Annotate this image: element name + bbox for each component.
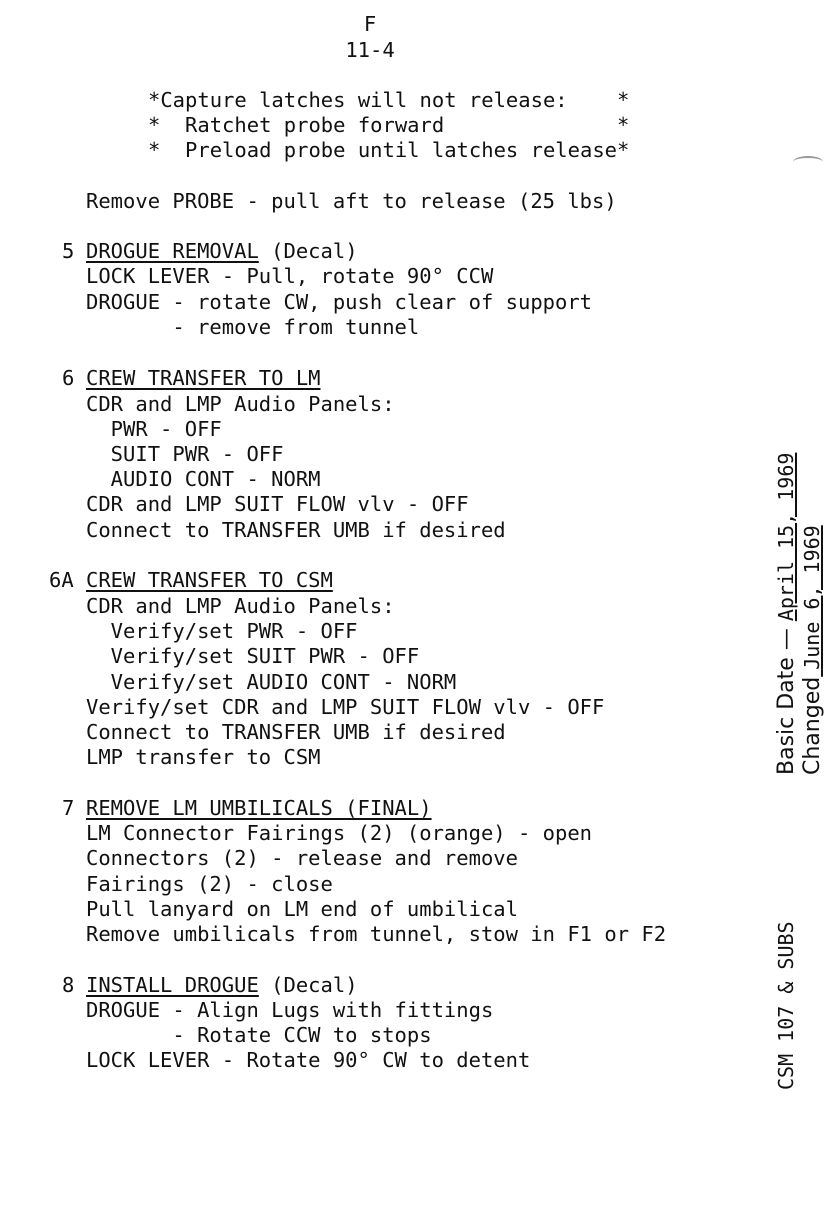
step-line: Verify/set AUDIO CONT - NORM xyxy=(86,670,457,694)
changed-value: June 6, 1969 xyxy=(800,525,824,670)
section-number: 5 xyxy=(62,239,75,263)
step-line: - Rotate CCW to stops xyxy=(86,1023,432,1047)
section-title: INSTALL DROGUE xyxy=(86,973,259,997)
section-heading xyxy=(86,796,432,821)
capture-note-line: * Preload probe until latches release* xyxy=(148,138,630,162)
section-heading xyxy=(86,973,358,998)
step-line: SUIT PWR - OFF xyxy=(86,442,284,466)
step-line: LOCK LEVER - Pull, rotate 90° CCW xyxy=(86,264,494,288)
step-line: DROGUE - Align Lugs with fittings xyxy=(86,998,494,1022)
section-number: 6A xyxy=(49,568,74,592)
section-title: CREW TRANSFER TO LM xyxy=(86,366,321,390)
step-line: LMP transfer to CSM xyxy=(86,745,321,769)
section-heading xyxy=(86,568,333,593)
page-edge-mark xyxy=(793,156,823,168)
section-heading xyxy=(86,366,321,391)
section-letter: F xyxy=(363,12,377,36)
step-line: Verify/set PWR - OFF xyxy=(86,619,358,643)
section-number: 8 xyxy=(62,973,75,997)
section-number: 7 xyxy=(62,796,75,820)
step-line: Remove umbilicals from tunnel, stow in F1 or F2 xyxy=(86,922,667,946)
step-line: - remove from tunnel xyxy=(86,315,420,339)
section-heading xyxy=(86,239,358,264)
step-line: LM Connector Fairings (2) (orange) - open xyxy=(86,821,593,845)
step-line: Pull lanyard on LM end of umbilical xyxy=(86,897,518,921)
remove-probe-step: Remove PROBE - pull aft to release (25 lbs) xyxy=(86,189,617,213)
section-title: REMOVE LM UMBILICALS (FINAL) xyxy=(86,796,432,820)
step-line: Connect to TRANSFER UMB if desired xyxy=(86,720,506,744)
changed-label: Changed xyxy=(800,676,825,775)
capture-note-line: * Ratchet probe forward * xyxy=(148,113,630,137)
step-line: LOCK LEVER - Rotate 90° CW to detent xyxy=(86,1048,531,1072)
step-line: Connectors (2) - release and remove xyxy=(86,846,518,870)
step-line: CDR and LMP Audio Panels: xyxy=(86,392,395,416)
section-title: CREW TRANSFER TO CSM xyxy=(86,568,333,592)
step-line: Connect to TRANSFER UMB if desired xyxy=(86,518,506,542)
changed-date xyxy=(800,525,825,775)
step-line: AUDIO CONT - NORM xyxy=(86,467,321,491)
section-suffix: (Decal) xyxy=(258,239,358,263)
capture-note-line: *Capture latches will not release: * xyxy=(148,88,630,112)
step-line: Verify/set CDR and LMP SUIT FLOW vlv - OFF xyxy=(86,695,605,719)
section-title: DROGUE REMOVAL xyxy=(86,239,259,263)
section-number: 6 xyxy=(62,366,75,390)
step-line: PWR - OFF xyxy=(86,417,222,441)
basic-date-label: Basic Date xyxy=(774,657,799,775)
step-line: Fairings (2) - close xyxy=(86,872,333,896)
page-number: 11-4 xyxy=(345,38,395,62)
step-line: CDR and LMP SUIT FLOW vlv - OFF xyxy=(86,492,469,516)
basic-date-value: April 15, 1969 xyxy=(774,452,798,622)
section-suffix: (Decal) xyxy=(258,973,358,997)
step-line: CDR and LMP Audio Panels: xyxy=(86,594,395,618)
step-line: Verify/set SUIT PWR - OFF xyxy=(86,644,420,668)
vehicle-designation: CSM 107 & SUBS xyxy=(774,921,798,1090)
step-line: DROGUE - rotate CW, push clear of support xyxy=(86,290,593,314)
basic-date: Basic Date — April 15, 1969 xyxy=(774,452,799,775)
